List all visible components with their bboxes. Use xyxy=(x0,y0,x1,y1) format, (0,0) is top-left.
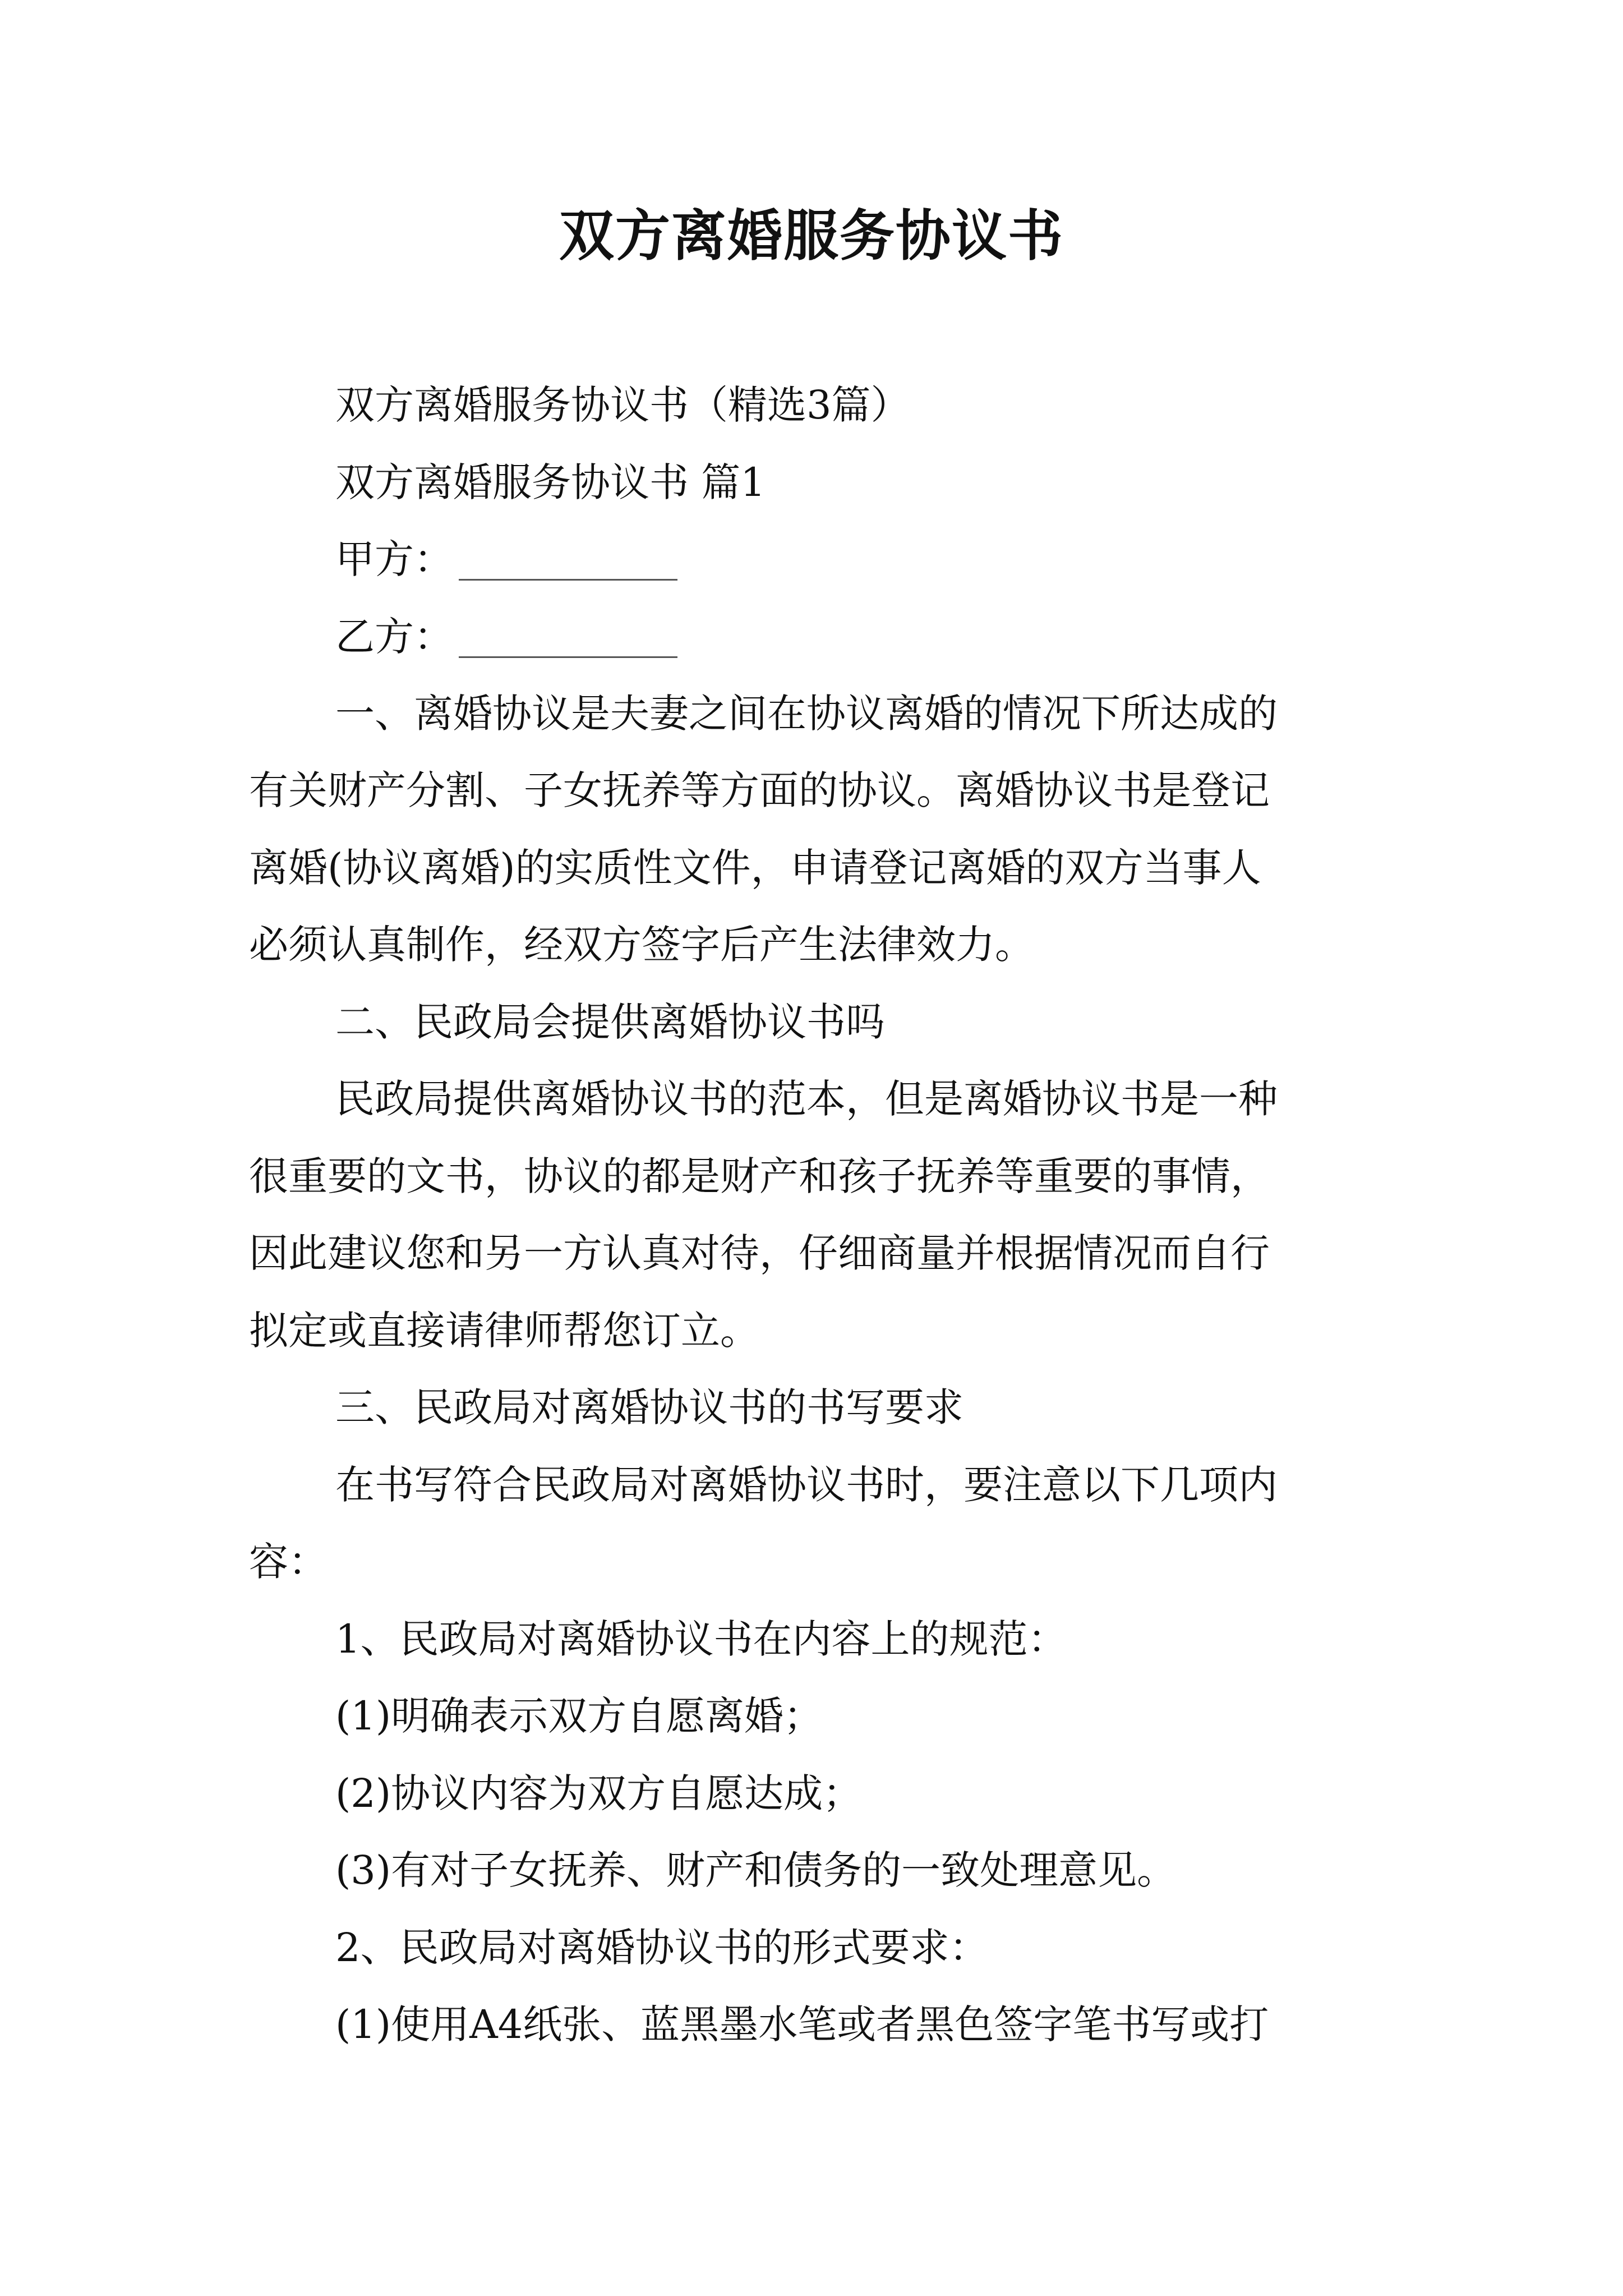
paragraph-1-line: 一、离婚协议是夫妻之间在协议离婚的情况下所达成的 xyxy=(335,691,1278,737)
paragraph-3-line: 容： xyxy=(249,1539,328,1585)
list-item-1-2: (2)协议内容为双方自愿达成； xyxy=(335,1770,863,1816)
paragraph-1-line: 必须认真制作，经双方签字后产生法律效力。 xyxy=(249,922,1034,968)
heading-2: 二、民政局会提供离婚协议书吗 xyxy=(335,999,885,1045)
section-heading: 双方离婚服务协议书 篇1 xyxy=(335,459,766,505)
heading-3: 三、民政局对离婚协议书的书写要求 xyxy=(335,1384,963,1430)
paragraph-3-line: 在书写符合民政局对离婚协议书时，要注意以下几项内 xyxy=(335,1462,1278,1508)
list-item-1: 1、民政局对离婚协议书在内容上的规范： xyxy=(335,1616,1067,1662)
party-a-blank xyxy=(459,545,677,581)
party-a-label: 甲方： xyxy=(335,536,453,582)
party-b-line xyxy=(335,613,677,660)
list-item-2: 2、民政局对离婚协议书的形式要求： xyxy=(335,1925,989,1971)
list-item-2-1: (1)使用A4纸张、蓝黑墨水笔或者黑色签字笔书写或打 xyxy=(335,2001,1269,2047)
paragraph-2-line: 因此建议您和另一方认真对待，仔细商量并根据情况而自行 xyxy=(249,1230,1270,1276)
party-b-blank xyxy=(459,623,677,658)
list-item-1-1: (1)明确表示双方自愿离婚； xyxy=(335,1693,823,1739)
paragraph-1-line: 离婚(协议离婚)的实质性文件，申请登记离婚的双方当事人 xyxy=(249,845,1261,891)
document-subtitle: 双方离婚服务协议书（精选3篇） xyxy=(335,382,910,428)
party-b-label: 乙方： xyxy=(335,614,453,660)
paragraph-1-line: 有关财产分割、子女抚养等方面的协议。离婚协议书是登记 xyxy=(249,767,1270,813)
paragraph-2-line: 很重要的文书，协议的都是财产和孩子抚养等重要的事情， xyxy=(249,1153,1270,1199)
list-item-1-3: (3)有对子女抚养、财产和债务的一致处理意见。 xyxy=(335,1847,1177,1893)
party-a-line xyxy=(335,536,677,583)
paragraph-2-line: 拟定或直接请律师帮您订立。 xyxy=(249,1308,759,1354)
document-title: 双方离婚服务协议书 xyxy=(559,204,1064,268)
paragraph-2-line: 民政局提供离婚协议书的范本，但是离婚协议书是一种 xyxy=(335,1076,1278,1122)
